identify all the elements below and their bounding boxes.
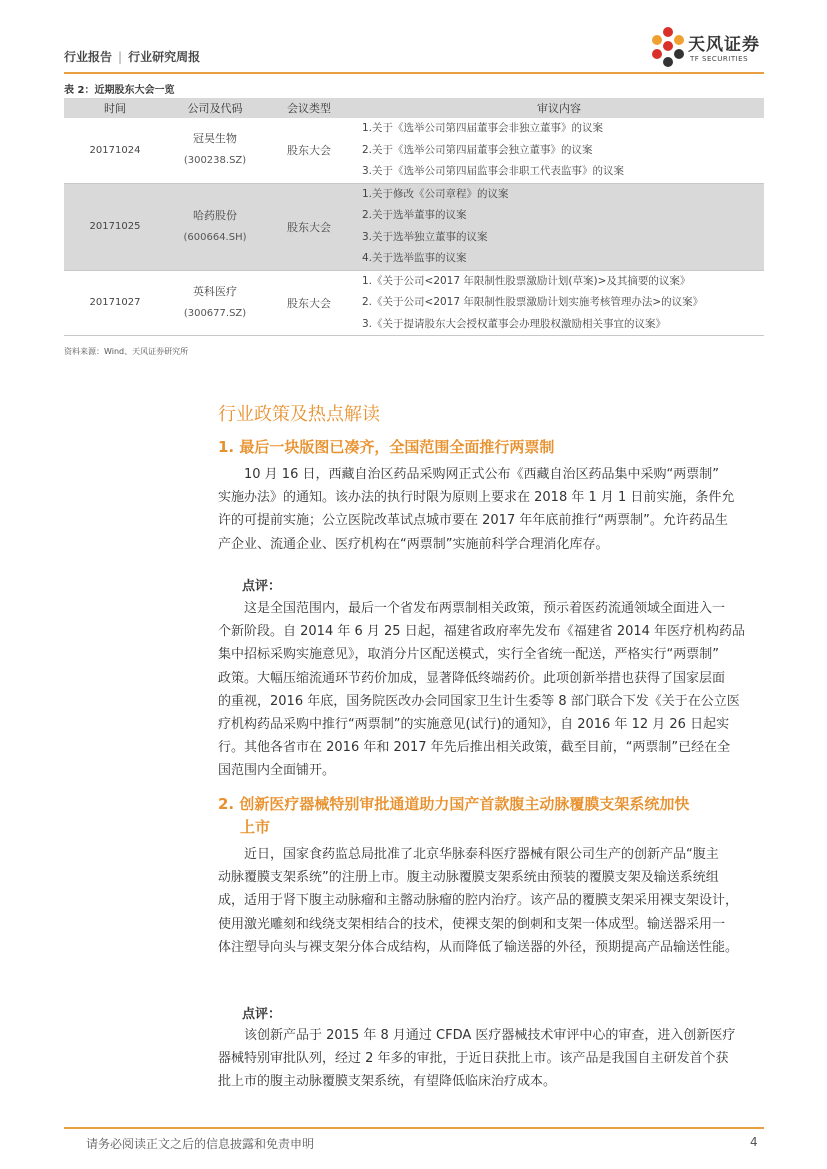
cell-date: 20171024	[64, 118, 166, 183]
agenda-item: 1.《关于公司<2017 年限制性股票激励计划(草案)>及其摘要的议案》	[362, 274, 691, 287]
paragraph-2	[218, 843, 762, 959]
text-line: 个新阶段。自 2014 年 6 月 25 日起，福建省政府率先发布《福建省 2014 年医疗机构药品	[218, 624, 746, 640]
text-line: 的重视，2016 年底，国务院医改办会同国家卫生计生委等 8 部门联合下发《关于在公立医	[218, 693, 740, 709]
separator: |	[118, 50, 123, 64]
text-line: 成，适用于肾下腹主动脉瘤和主髂动脉瘤的腔内治疗。该产品的覆膜支架采用裸支架设计，	[218, 893, 739, 909]
shareholder-meetings-table	[64, 98, 764, 336]
subsection-title-2	[218, 793, 762, 839]
table-row	[64, 118, 764, 183]
logo-text-en: TF SECURITIES	[690, 55, 749, 63]
cell-type: 股东大会	[264, 118, 354, 183]
text-line: 许的可提前实施；公立医院改革试点城市要在 2017 年年底前推行“两票制”。允许药品生	[218, 513, 728, 529]
text-line: 近日，国家食药监总局批准了北京华脉泰科医疗器械有限公司生产的创新产品“腹主	[244, 847, 719, 862]
cell-items	[354, 183, 764, 270]
text-line: 国范围内全面铺开。	[218, 763, 336, 779]
comment-paragraph-1	[218, 597, 762, 783]
page-number: 4	[750, 1135, 758, 1149]
company-name: 英科医疗	[193, 284, 237, 298]
text-line: 批上市的腹主动脉覆膜支架系统，有望降低临床治疗成本。	[218, 1074, 557, 1090]
cell-type: 股东大会	[264, 183, 354, 270]
text-line: 使用激光雕刻和线绕支架相结合的技术，使裸支架的倒刺和支架一体成型。输送器采用一	[218, 916, 726, 932]
company-code: (600664.SH)	[183, 231, 247, 243]
category-label: 行业报告	[64, 50, 113, 64]
agenda-item: 2.关于选举董事的议案	[362, 209, 467, 221]
logo-dots-icon	[648, 24, 688, 72]
section-title: 行业政策及热点解读	[218, 404, 380, 425]
table-row	[64, 270, 764, 336]
text-line: 行。其他各省市在 2016 年和 2017 年先后推出相关政策，截至目前，“两票制”已经在全	[218, 740, 731, 756]
col-header-company: 公司及代码	[166, 98, 264, 118]
cell-date: 20171025	[64, 183, 166, 270]
text-line: 器械特别审批队列，经过 2 年多的审批，于近日获批上市。该产品是我国自主研发首个获	[218, 1051, 729, 1067]
company-logo	[648, 24, 768, 74]
cell-company	[166, 183, 264, 270]
agenda-item: 1.关于修改《公司章程》的议案	[362, 187, 509, 200]
company-code: (300677.SZ)	[183, 307, 247, 319]
col-header-content: 审议内容	[354, 98, 764, 118]
agenda-item: 4.关于选举监事的议案	[362, 252, 467, 264]
subsection-title-2-line1: 2. 创新医疗器械特别审批通道助力国产首款腹主动脉覆膜支架系统加快	[218, 795, 690, 813]
subsection-title-1: 1. 最后一块版图已凑齐，全国范围全面推行两票制	[218, 438, 555, 456]
text-line: 这是全国范围内，最后一个省发布两票制相关政策，预示着医药流通领域全面进入一	[244, 601, 726, 616]
table-source: 资料来源：Wind、天风证券研究所	[64, 347, 189, 356]
text-line: 产企业、流通企业、医疗机构在“两票制”实施前科学合理消化库存。	[218, 536, 609, 552]
text-line: 动脉覆膜支架系统”的注册上市。腹主动脉覆膜支架系统由预装的覆膜支架及输送系统组	[218, 870, 719, 886]
subsection-title-2-line2: 上市	[240, 818, 271, 836]
logo-text-cn: 天风证券	[688, 35, 760, 55]
text-line: 集中招标采购实施意见》，取消分片区配送模式，实行全省统一配送，严格实行“两票制”	[218, 647, 719, 663]
cell-company	[166, 270, 264, 336]
text-line: 政策。大幅压缩流通环节药价加成，显著降低终端药价。此项创新举措也获得了国家层面	[218, 670, 726, 686]
text-line: 体注塑导向头与裸支架分体合成结构，从而降低了输送器的外径，预期提高产品输送性能。	[218, 939, 739, 955]
agenda-item: 2.关于《选举公司第四届董事会独立董事》的议案	[362, 143, 593, 156]
cell-date: 20171027	[64, 270, 166, 336]
footer-disclaimer: 请务必阅读正文之后的信息披露和免责申明	[86, 1137, 315, 1151]
cell-items	[354, 118, 764, 183]
cell-type: 股东大会	[264, 270, 354, 336]
comment-paragraph-2	[218, 1024, 762, 1094]
agenda-item: 2.《关于公司<2017 年限制性股票激励计划实施考核管理办法>的议案》	[362, 296, 704, 308]
cell-company	[166, 118, 264, 183]
comment-label-1: 点评：	[242, 579, 282, 594]
text-line: 实施办法》的通知。该办法的执行时限为原则上要求在 2018 年 1 月 1 日前实施，条件允	[218, 490, 735, 506]
subcategory-label: 行业研究周报	[128, 50, 201, 64]
agenda-item: 3.关于选举独立董事的议案	[362, 230, 488, 243]
company-code: (300238.SZ)	[183, 155, 247, 167]
report-category	[64, 48, 200, 65]
agenda-item: 3.关于《选举公司第四届监事会非职工代表监事》的议案	[362, 165, 625, 177]
company-name: 哈药股份	[193, 208, 237, 222]
agenda-item: 1.关于《选举公司第四届董事会非独立董事》的议案	[362, 122, 604, 134]
cell-items	[354, 270, 764, 336]
text-line: 该创新产品于 2015 年 8 月通过 CFDA 医疗器械技术审评中心的审查，进入创新医疗	[244, 1028, 736, 1043]
agenda-item: 3.《关于提请股东大会授权董事会办理股权激励相关事宜的议案》	[362, 317, 667, 330]
table-header-row	[64, 98, 764, 118]
text-line: 10 月 16 日，西藏自治区药品采购网正式公布《西藏自治区药品集中采购“两票制”	[244, 467, 719, 482]
table-row	[64, 183, 764, 270]
footer-divider	[64, 1127, 764, 1129]
company-name: 冠昊生物	[193, 132, 237, 146]
col-header-date: 时间	[64, 98, 166, 118]
comment-label-2: 点评：	[242, 1007, 282, 1022]
paragraph-1	[218, 463, 762, 556]
header-divider	[64, 72, 764, 74]
text-line: 疗机构药品采购中推行“两票制”的实施意见(试行)的通知》，自 2016 年 12 月 26 日起实	[218, 716, 730, 732]
table-caption: 表 2：近期股东大会一览	[64, 85, 175, 96]
col-header-type: 会议类型	[264, 98, 354, 118]
